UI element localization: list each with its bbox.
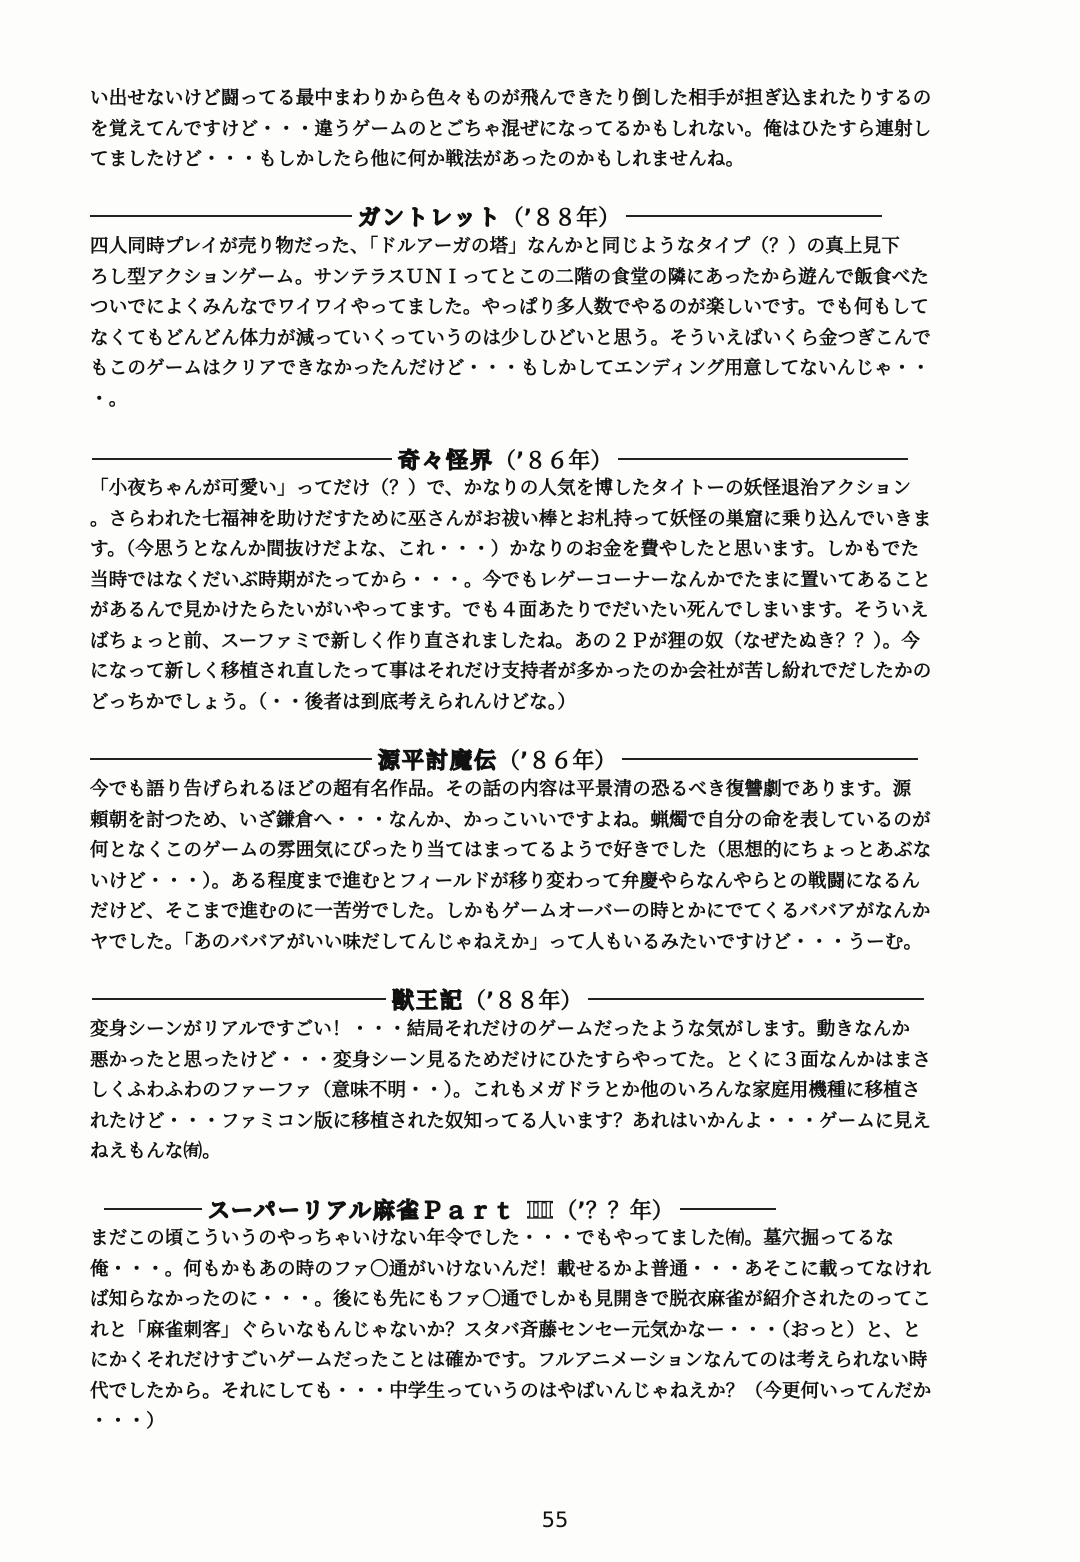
- section-body-juuouki: [90, 1015, 1010, 1168]
- section-heading-gauntlet: [90, 202, 882, 230]
- text-line: しくふわふわのファーファ（意味不明・・）。これもメガドラとか他のいろんな家庭用機種に移植さ: [90, 1080, 921, 1101]
- heading-rule-left: [92, 998, 386, 1000]
- text-line: にかくそれだけすごいゲームだったことは確かです。フルアニメーションなんてのは考えられない時: [90, 1350, 928, 1371]
- section-heading-genpei: [90, 745, 918, 773]
- section-body-superrealmahjong: [90, 1224, 1010, 1438]
- text-line: ・・・）: [90, 1411, 165, 1432]
- heading-rule-right: [626, 215, 882, 217]
- text-line: ヤでした。「あのババアがいい味だしてんじゃねえか」って人もいるみたいですけど・・・うーむ。: [90, 931, 923, 953]
- heading-rule-right: [680, 1208, 776, 1210]
- section-title: 源平討魔伝（’８６年）: [378, 747, 617, 774]
- page-number: 55: [541, 1508, 569, 1532]
- heading-rule-right: [618, 458, 908, 460]
- text-line: 何となくこのゲームの雰囲気にぴったり当てはまってるようで好きでした（思想的にちょっとあぶな: [90, 840, 932, 861]
- text-line: だけど、そこまで進むのに一苦労でした。しかもゲームオーバーの時とかにでてくるババアがなんか: [90, 901, 931, 922]
- section-body-genpei: [90, 775, 1010, 958]
- heading-rule-left: [90, 758, 372, 760]
- text-line: ねえもんな㈲。: [90, 1141, 221, 1162]
- text-line: 当時ではなくだいぶ時期がたってから・・・。今でもレゲーコーナーなんかでたまに置いてあること: [90, 569, 932, 591]
- text-line: 四人同時プレイが売り物だった、「ドルアーガの塔」なんかと同じようなタイプ（？）の真上見下: [90, 236, 901, 257]
- text-line: す。（今思うとなんか間抜けだよな、これ・・・）かなりのお金を費やしたと思います。しかもでた: [90, 539, 920, 560]
- heading-rule-right: [588, 998, 924, 1000]
- text-line: 。さらわれた七福神を助けだすために巫さんがお祓い棒とお札持って妖怪の巣窟に乗り込んでいきま: [90, 508, 932, 530]
- heading-rule-left: [92, 458, 392, 460]
- section-heading-kikikaikai: [92, 445, 908, 473]
- text-line: まだこの頃こういうのやっちゃいけない年令でした・・・でもやってました㈲。墓穴掘ってるな: [90, 1228, 895, 1249]
- text-line: 俺・・・。何もかもあの時のファ〇通がいけないんだ！載せるかよ普通・・・あそこに載ってなけれ: [90, 1258, 932, 1280]
- section-title: スーパーリアル麻雀Ｐａｒｔ Ⅲ（’？？年）: [208, 1197, 674, 1224]
- text-line: 「小夜ちゃんが可愛い」ってだけ（？）で、かなりの人気を博したタイトーの妖怪退治アクション: [90, 478, 912, 499]
- heading-rule-left: [104, 1208, 202, 1210]
- section-title: ガントレット（’８８年）: [358, 204, 621, 231]
- intro-paragraph: [90, 84, 1010, 176]
- text-line: ば知らなかったのに・・・。後にも先にもファ〇通でしかも見開きで脱衣麻雀が紹介されたのってこ: [90, 1289, 931, 1310]
- text-line: いけど・・・）。ある程度まで進むとフィールドが移り変わって弁慶やらなんやらとの戦闘になるん: [90, 870, 921, 892]
- section-title: 奇々怪界（’８６年）: [398, 447, 613, 474]
- text-line: なくてもどんどん体力が減っていくっていうのは少しひどいと思う。そういえばいくら金つぎこんで: [90, 327, 932, 349]
- text-line: ・。: [90, 388, 128, 410]
- text-line: れたけど・・・ファミコン版に移植された奴知ってる人います？あれはいかんよ・・・ゲームに見え: [90, 1110, 932, 1132]
- text-line: になって新しく移植され直したって事はそれだけ支持者が多かったのか会社が苦し紛れでだしたかの: [90, 661, 932, 682]
- text-line: 頼朝を討つため、いざ鎌倉へ・・・なんか、かっこいいですよね。蝋燭で自分の命を表しているのが: [90, 809, 931, 831]
- text-line: 悪かったと思ったけど・・・変身シーン見るためだけにひたすらやってた。とくに３面なんかはまさ: [90, 1049, 932, 1071]
- text-line: れと「麻雀刺客」ぐらいなもんじゃないか？スタバ斉藤センセー元気かなー・・・（おっと）と、と: [90, 1319, 922, 1341]
- heading-rule-left: [90, 215, 352, 217]
- text-line: もこのゲームはクリアできなかったんだけど・・・もしかしてエンディング用意してないんじゃ・・: [90, 358, 931, 379]
- text-line: ついでによくみんなでワイワイやってました。やっぱり多人数でやるのが楽しいです。でも何もして: [90, 297, 929, 318]
- text-line: ばちょっと前、スーファミで新しく作り直されましたね。あの２Ｐが狸の奴（なぜたぬき？？）。今: [90, 630, 921, 652]
- section-body-gauntlet: [90, 232, 1010, 415]
- section-title: 獣王記（’８８年）: [392, 987, 583, 1014]
- text-line: 変身シーンがリアルですごい！・・・結局それだけのゲームだったような気がします。動きなんか: [90, 1019, 911, 1040]
- text-line: てましたけど・・・もしかしたら他に何か戦法があったのかもしれませんね。: [90, 149, 745, 170]
- heading-rule-right: [622, 758, 918, 760]
- text-line: い出せないけど闘ってる最中まわりから色々ものが飛んできたり倒した相手が担ぎ込まれたりするの: [90, 88, 932, 109]
- text-line: があるんで見かけたらたいがいやってます。でも４面あたりでだいたい死んでしまいます。そういえ: [90, 600, 929, 621]
- text-line: 代でしたから。それにしても・・・中学生っていうのはやばいんじゃねえか？（今更何いってんだか: [90, 1380, 932, 1402]
- text-line: どっちかでしょう。（・・後者は到底考えられんけどな。）: [90, 691, 577, 713]
- text-line: 今でも語り告げられるほどの超有名作品。その話の内容は平景清の恐るべき復讐劇であります。源: [90, 779, 912, 800]
- text-line: を覚えてんですけど・・・違うゲームのとごちゃ混ぜになってるかもしれない。俺はひたすら連射し: [90, 118, 932, 140]
- section-heading-juuouki: [92, 985, 924, 1013]
- section-heading-superrealmahjong: [104, 1195, 776, 1223]
- section-body-kikikaikai: [90, 474, 1010, 718]
- text-line: ろし型アクションゲーム。サンテラスＵＮＩってとこの二階の食堂の隣にあったから遊んで飯食べた: [90, 266, 930, 288]
